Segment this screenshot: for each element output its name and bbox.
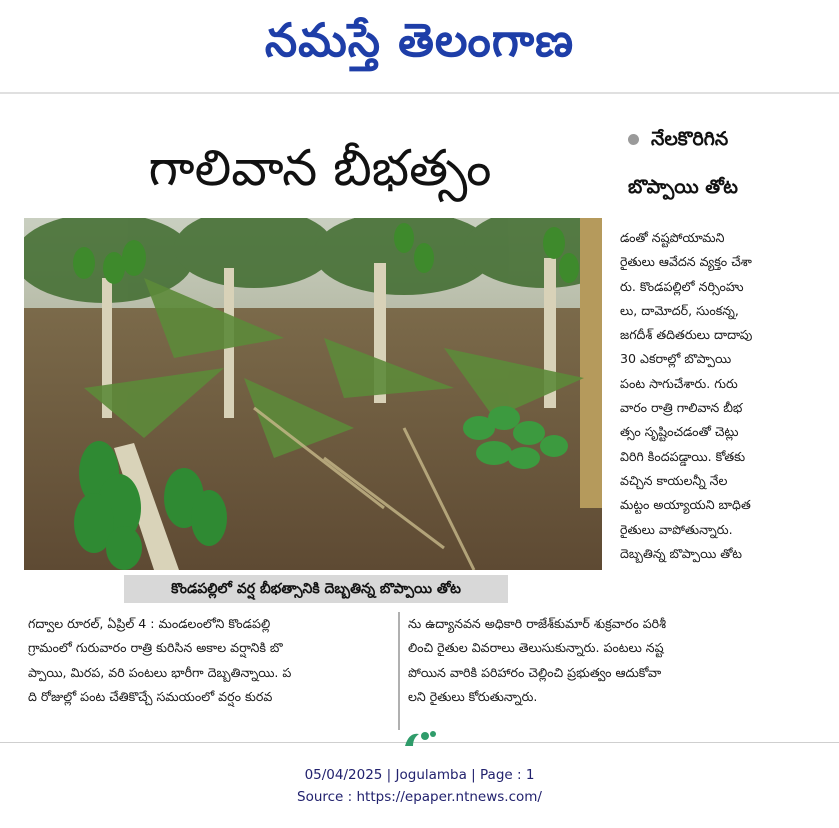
text-line: పంట సాగుచేశారు. గురు <box>620 375 738 391</box>
newspaper-masthead: నమస్తే తెలంగాణ <box>264 13 575 67</box>
text-line: రైతులు ఆవేదన వ్యక్తం చేశా <box>620 254 752 270</box>
text-line: వారం రాత్రి గాలివాన బీభ <box>620 400 743 416</box>
side-heading <box>612 125 832 201</box>
bottom-left-column-text <box>28 612 388 709</box>
footer-source-line: Source : https://epaper.ntnews.com/ <box>297 789 542 805</box>
text-line: గద్వాల రూరల్, ఏప్రిల్ 4 : మండలంలోని కొండపల్లి <box>28 616 271 631</box>
footer-date-line: 05/04/2025 | Jogulamba | Page : 1 <box>304 767 535 783</box>
newspaper-logo-icon <box>403 728 437 748</box>
text-line: రు. కొండపల్లిలో నర్సింహు <box>620 278 744 294</box>
photo-caption: కొండపల్లిలో వర్ష బీభత్సానికి దెబ్బతిన్న బొప్పాయి తోట <box>124 575 508 603</box>
text-line: జగదీశ్ తదితరులు దాదాపు <box>620 327 753 343</box>
text-line: లించి రైతుల వివరాలు తెలుసుకున్నారు. పంటలు నష్ట <box>408 640 664 656</box>
text-line: పోయిన వారికి పరిహారం చెల్లించి ప్రభుత్వం ఆదుకోవా <box>408 664 662 680</box>
text-line: మట్టం అయ్యాయని బాధిత <box>620 497 751 513</box>
text-line: విరిగి కిందపడ్డాయి. కోతకు <box>620 448 746 464</box>
bottom-right-column-text <box>408 612 828 709</box>
text-line: వచ్చిన కాయలన్నీ నేల <box>620 472 728 488</box>
text-line: రైతులు వాపోతున్నారు. <box>620 521 733 537</box>
side-heading-line2: బొప్పాయి తోట <box>628 176 738 198</box>
text-line: త్సం సృష్టించడంతో చెట్లు <box>620 424 739 440</box>
text-line: లు, దామోదర్, సుంకన్న, <box>620 302 739 318</box>
right-column-text <box>620 226 816 566</box>
side-heading-line1: నేలకొరిగిన <box>651 128 729 150</box>
masthead-divider <box>0 92 839 94</box>
bullet-icon <box>628 134 639 145</box>
text-line: డంతో నష్టపోయామని <box>620 230 725 245</box>
text-line: ది రోజుల్లో పంట చేతికొచ్చే సమయంలో వర్షం కురవ <box>28 688 273 704</box>
text-line: ను ఉద్యానవన అధికారి రాజేశ్‌కుమార్ శుక్రవారం పరిశీ <box>408 616 667 631</box>
text-line: ప్పాయి, మిరప, వరి పంటలు భారీగా దెబ్బతిన్నాయి. ప <box>28 664 292 680</box>
article-headline: గాలివాన బీభత్సం <box>148 139 492 197</box>
text-line: 30 ఎకరాల్లో బొప్పాయి <box>620 351 732 367</box>
text-line: దెబ్బతిన్న బొప్పాయి తోట <box>620 545 742 561</box>
column-divider <box>398 612 400 730</box>
text-line: గ్రామంలో గురువారం రాత్రి కురిసిన అకాల వర్షానికి బొ <box>28 640 283 656</box>
footer <box>0 764 839 808</box>
papaya-orchard-photo <box>24 218 602 570</box>
text-line: లని రైతులు కోరుతున్నారు. <box>408 688 538 704</box>
